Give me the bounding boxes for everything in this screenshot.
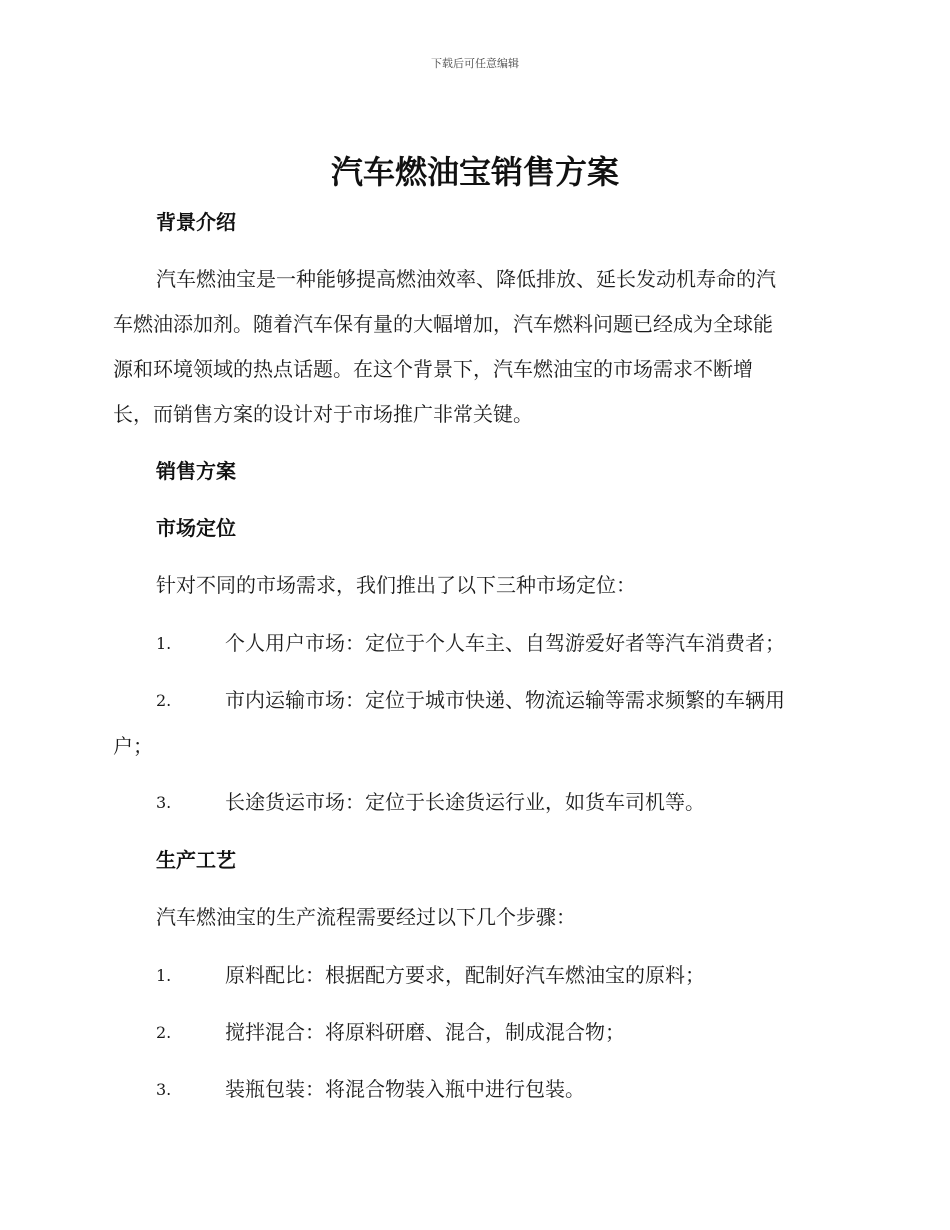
section-heading-production: 生产工艺	[156, 848, 236, 872]
section-heading-background: 背景介绍	[156, 210, 236, 234]
production-intro: 汽车燃油宝的生产流程需要经过以下几个步骤：	[156, 905, 576, 929]
list-item-number: 1.	[156, 966, 172, 985]
page-header-note: 下载后可任意编辑	[431, 57, 519, 70]
section-heading-sales-plan: 销售方案	[156, 459, 236, 483]
list-item-text: 长途货运市场：定位于长途货运行业，如货车司机等。	[225, 790, 705, 814]
document-title: 汽车燃油宝销售方案	[330, 153, 619, 191]
list-item-text: 原料配比：根据配方要求，配制好汽车燃油宝的原料；	[225, 963, 705, 987]
list-item-number: 3.	[156, 793, 172, 812]
market-intro: 针对不同的市场需求，我们推出了以下三种市场定位：	[156, 573, 636, 597]
list-item-text: 装瓶包装：将混合物装入瓶中进行包装。	[225, 1077, 585, 1101]
list-item-text: 个人用户市场：定位于个人车主、自驾游爱好者等汽车消费者；	[225, 631, 785, 655]
paragraph-line: 源和环境领域的热点话题。在这个背景下，汽车燃油宝的市场需求不断增	[113, 357, 753, 381]
list-item-continuation: 户；	[113, 734, 153, 758]
section-heading-market-positioning: 市场定位	[156, 516, 236, 540]
list-item-number: 3.	[156, 1080, 172, 1099]
paragraph-line: 长，而销售方案的设计对于市场推广非常关键。	[113, 402, 533, 426]
list-item-number: 2.	[156, 691, 172, 710]
list-item-number: 2.	[156, 1023, 172, 1042]
list-item-text: 市内运输市场：定位于城市快递、物流运输等需求频繁的车辆用	[225, 688, 785, 712]
paragraph-line: 汽车燃油宝是一种能够提高燃油效率、降低排放、延长发动机寿命的汽	[156, 267, 776, 291]
list-item-number: 1.	[156, 634, 172, 653]
list-item-text: 搅拌混合：将原料研磨、混合，制成混合物；	[225, 1020, 625, 1044]
paragraph-line: 车燃油添加剂。随着汽车保有量的大幅增加，汽车燃料问题已经成为全球能	[113, 312, 773, 336]
